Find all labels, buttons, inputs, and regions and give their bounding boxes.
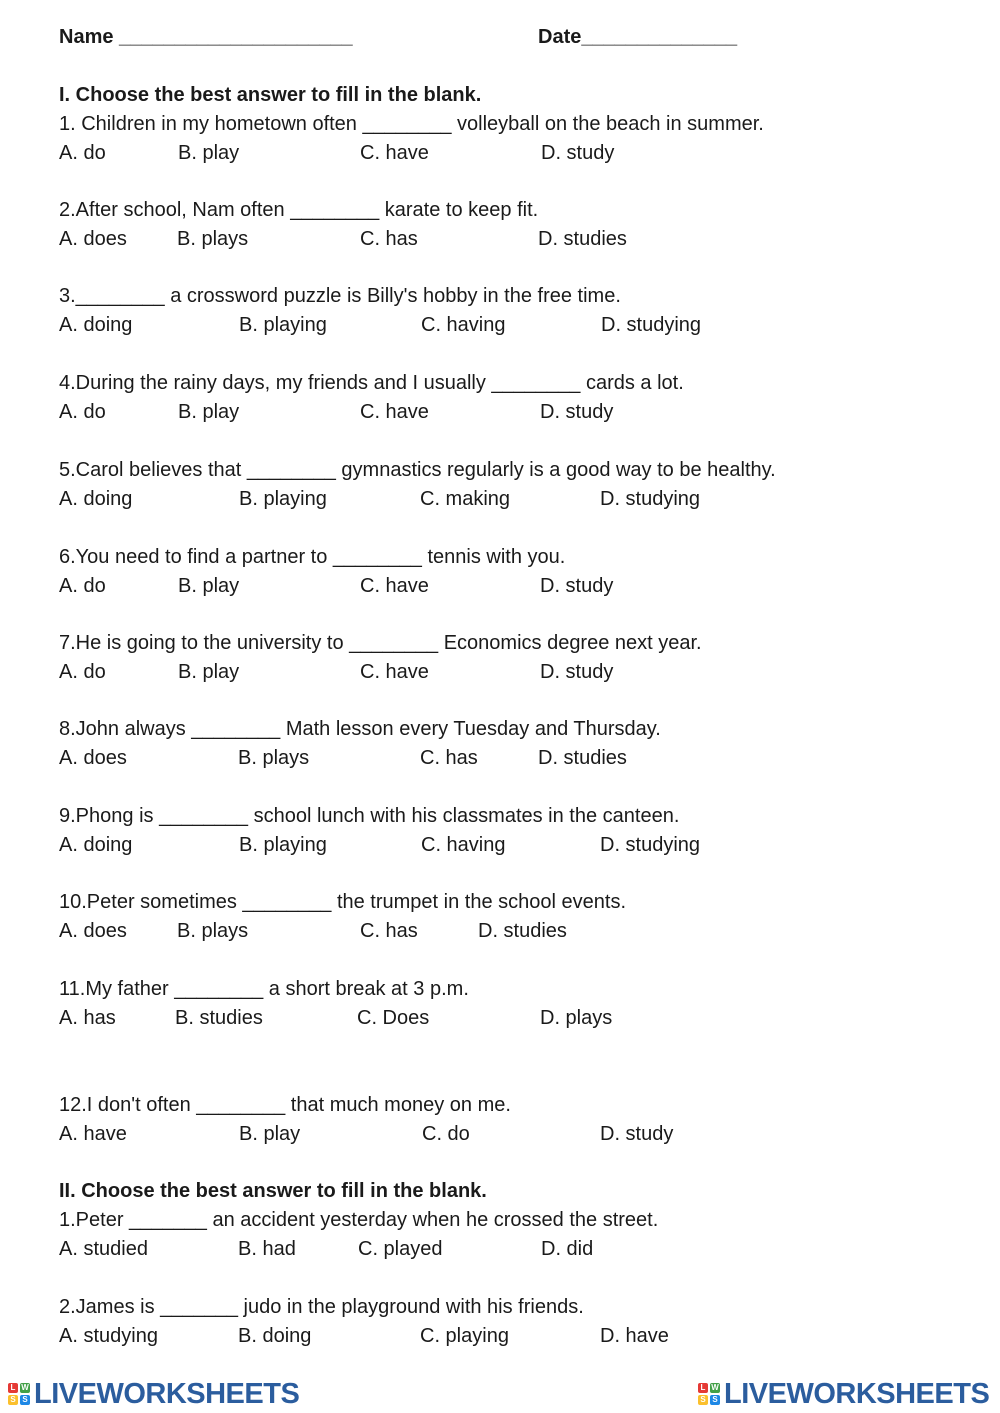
answer-option[interactable]: D. study	[541, 142, 615, 164]
logo-cell: W	[21, 1383, 29, 1392]
answer-option[interactable]: C. has	[420, 747, 478, 769]
answer-option[interactable]: C. have	[360, 401, 429, 423]
answer-option[interactable]: B. play	[239, 1123, 301, 1145]
answer-option[interactable]: D. studies	[538, 747, 627, 769]
liveworksheets-grid-icon	[8, 1383, 30, 1405]
answer-option[interactable]: A. studying	[59, 1325, 158, 1347]
liveworksheets-logo-text: LIVEWORKSHEETS	[724, 1377, 990, 1410]
answer-option[interactable]: A. do	[59, 661, 106, 683]
question-text: 5.Carol believes that ________ gymnastics regularly is a good way to be healthy.	[59, 459, 776, 481]
answer-option[interactable]: B. playing	[239, 834, 327, 856]
answer-option[interactable]: B. plays	[238, 747, 310, 769]
answer-option[interactable]: D. studying	[600, 834, 701, 856]
date-field-label: Date______________	[538, 26, 738, 48]
answer-option[interactable]: B. playing	[239, 314, 327, 336]
answer-option[interactable]: C. played	[358, 1238, 443, 1260]
answer-option[interactable]: B. play	[178, 401, 240, 423]
answer-option[interactable]: A. studied	[59, 1238, 148, 1260]
question-text: 9.Phong is ________ school lunch with his classmates in the canteen.	[59, 805, 680, 827]
answer-option[interactable]: A. have	[59, 1123, 127, 1145]
answer-option[interactable]: D. study	[540, 661, 614, 683]
answer-option[interactable]: C. playing	[420, 1325, 509, 1347]
answer-option[interactable]: A. does	[59, 228, 127, 250]
answer-option[interactable]: C. Does	[357, 1007, 430, 1029]
answer-option[interactable]: C. has	[360, 920, 418, 942]
answer-option[interactable]: D. plays	[540, 1007, 613, 1029]
answer-option[interactable]: C. having	[421, 314, 506, 336]
liveworksheets-logo-text: LIVEWORKSHEETS	[34, 1377, 300, 1410]
answer-option[interactable]: D. studies	[478, 920, 567, 942]
answer-option[interactable]: D. studying	[601, 314, 702, 336]
answer-option[interactable]: B. studies	[175, 1007, 263, 1029]
question-text: 6.You need to find a partner to ________ tennis with you.	[59, 546, 566, 568]
name-field-label: Name _____________________	[59, 26, 353, 48]
answer-option[interactable]: C. making	[420, 488, 511, 510]
question-text: 1.Peter _______ an accident yesterday when he crossed the street.	[59, 1209, 659, 1231]
question-text: 1. Children in my hometown often ________ volleyball on the beach in summer.	[59, 113, 764, 135]
answer-option[interactable]: A. has	[59, 1007, 116, 1029]
answer-option[interactable]: C. have	[360, 575, 429, 597]
answer-option[interactable]: D. study	[540, 575, 614, 597]
question-text: 4.During the rainy days, my friends and I usually ________ cards a lot.	[59, 372, 684, 394]
answer-option[interactable]: B. play	[178, 661, 240, 683]
answer-option[interactable]: B. play	[178, 575, 240, 597]
answer-option[interactable]: A. do	[59, 401, 106, 423]
liveworksheets-logo-right	[698, 1378, 989, 1410]
question-text: 2.James is _______ judo in the playground with his friends.	[59, 1296, 584, 1318]
question-text: 10.Peter sometimes ________ the trumpet in the school events.	[59, 891, 627, 913]
section-2-title: II. Choose the best answer to fill in the blank.	[59, 1180, 487, 1202]
answer-option[interactable]: A. doing	[59, 314, 133, 336]
answer-option[interactable]: B. plays	[177, 228, 249, 250]
answer-option[interactable]: B. had	[238, 1238, 296, 1260]
question-text: 11.My father ________ a short break at 3 p.m.	[59, 978, 469, 1000]
question-text: 7.He is going to the university to ________ Economics degree next year.	[59, 632, 702, 654]
logo-cell: S	[710, 1395, 720, 1405]
answer-option[interactable]: C. having	[421, 834, 506, 856]
question-text: 3.________ a crossword puzzle is Billy's hobby in the free time.	[59, 285, 621, 307]
logo-cell: S	[8, 1395, 18, 1405]
logo-cell: L	[8, 1383, 18, 1393]
answer-option[interactable]: D. did	[541, 1238, 594, 1260]
answer-option[interactable]: B. plays	[177, 920, 249, 942]
answer-option[interactable]: A. do	[59, 142, 106, 164]
answer-option[interactable]: A. doing	[59, 834, 133, 856]
logo-cell: W	[711, 1383, 719, 1392]
answer-option[interactable]: C. have	[360, 142, 429, 164]
answer-option[interactable]: D. study	[600, 1123, 674, 1145]
logo-cell: L	[698, 1383, 708, 1393]
logo-cell: S	[698, 1395, 708, 1405]
question-text: 12.I don't often ________ that much money on me.	[59, 1094, 511, 1116]
answer-option[interactable]: B. play	[178, 142, 240, 164]
section-1-title: I. Choose the best answer to fill in the blank.	[59, 84, 482, 106]
answer-option[interactable]: D. studying	[600, 488, 701, 510]
liveworksheets-grid-icon	[698, 1383, 720, 1405]
answer-option[interactable]: A. does	[59, 920, 127, 942]
answer-option[interactable]: C. have	[360, 661, 429, 683]
answer-option[interactable]: D. studies	[538, 228, 627, 250]
answer-option[interactable]: B. playing	[239, 488, 327, 510]
answer-option[interactable]: D. have	[600, 1325, 669, 1347]
question-text: 2.After school, Nam often ________ karate to keep fit.	[59, 199, 539, 221]
answer-option[interactable]: C. do	[422, 1123, 470, 1145]
question-text: 8.John always ________ Math lesson every Tuesday and Thursday.	[59, 718, 661, 740]
answer-option[interactable]: B. doing	[238, 1325, 312, 1347]
answer-option[interactable]: A. do	[59, 575, 106, 597]
answer-option[interactable]: C. has	[360, 228, 418, 250]
liveworksheets-logo-left	[8, 1378, 299, 1410]
answer-option[interactable]: D. study	[540, 401, 614, 423]
answer-option[interactable]: A. does	[59, 747, 127, 769]
answer-option[interactable]: A. doing	[59, 488, 133, 510]
logo-cell: S	[20, 1395, 30, 1405]
